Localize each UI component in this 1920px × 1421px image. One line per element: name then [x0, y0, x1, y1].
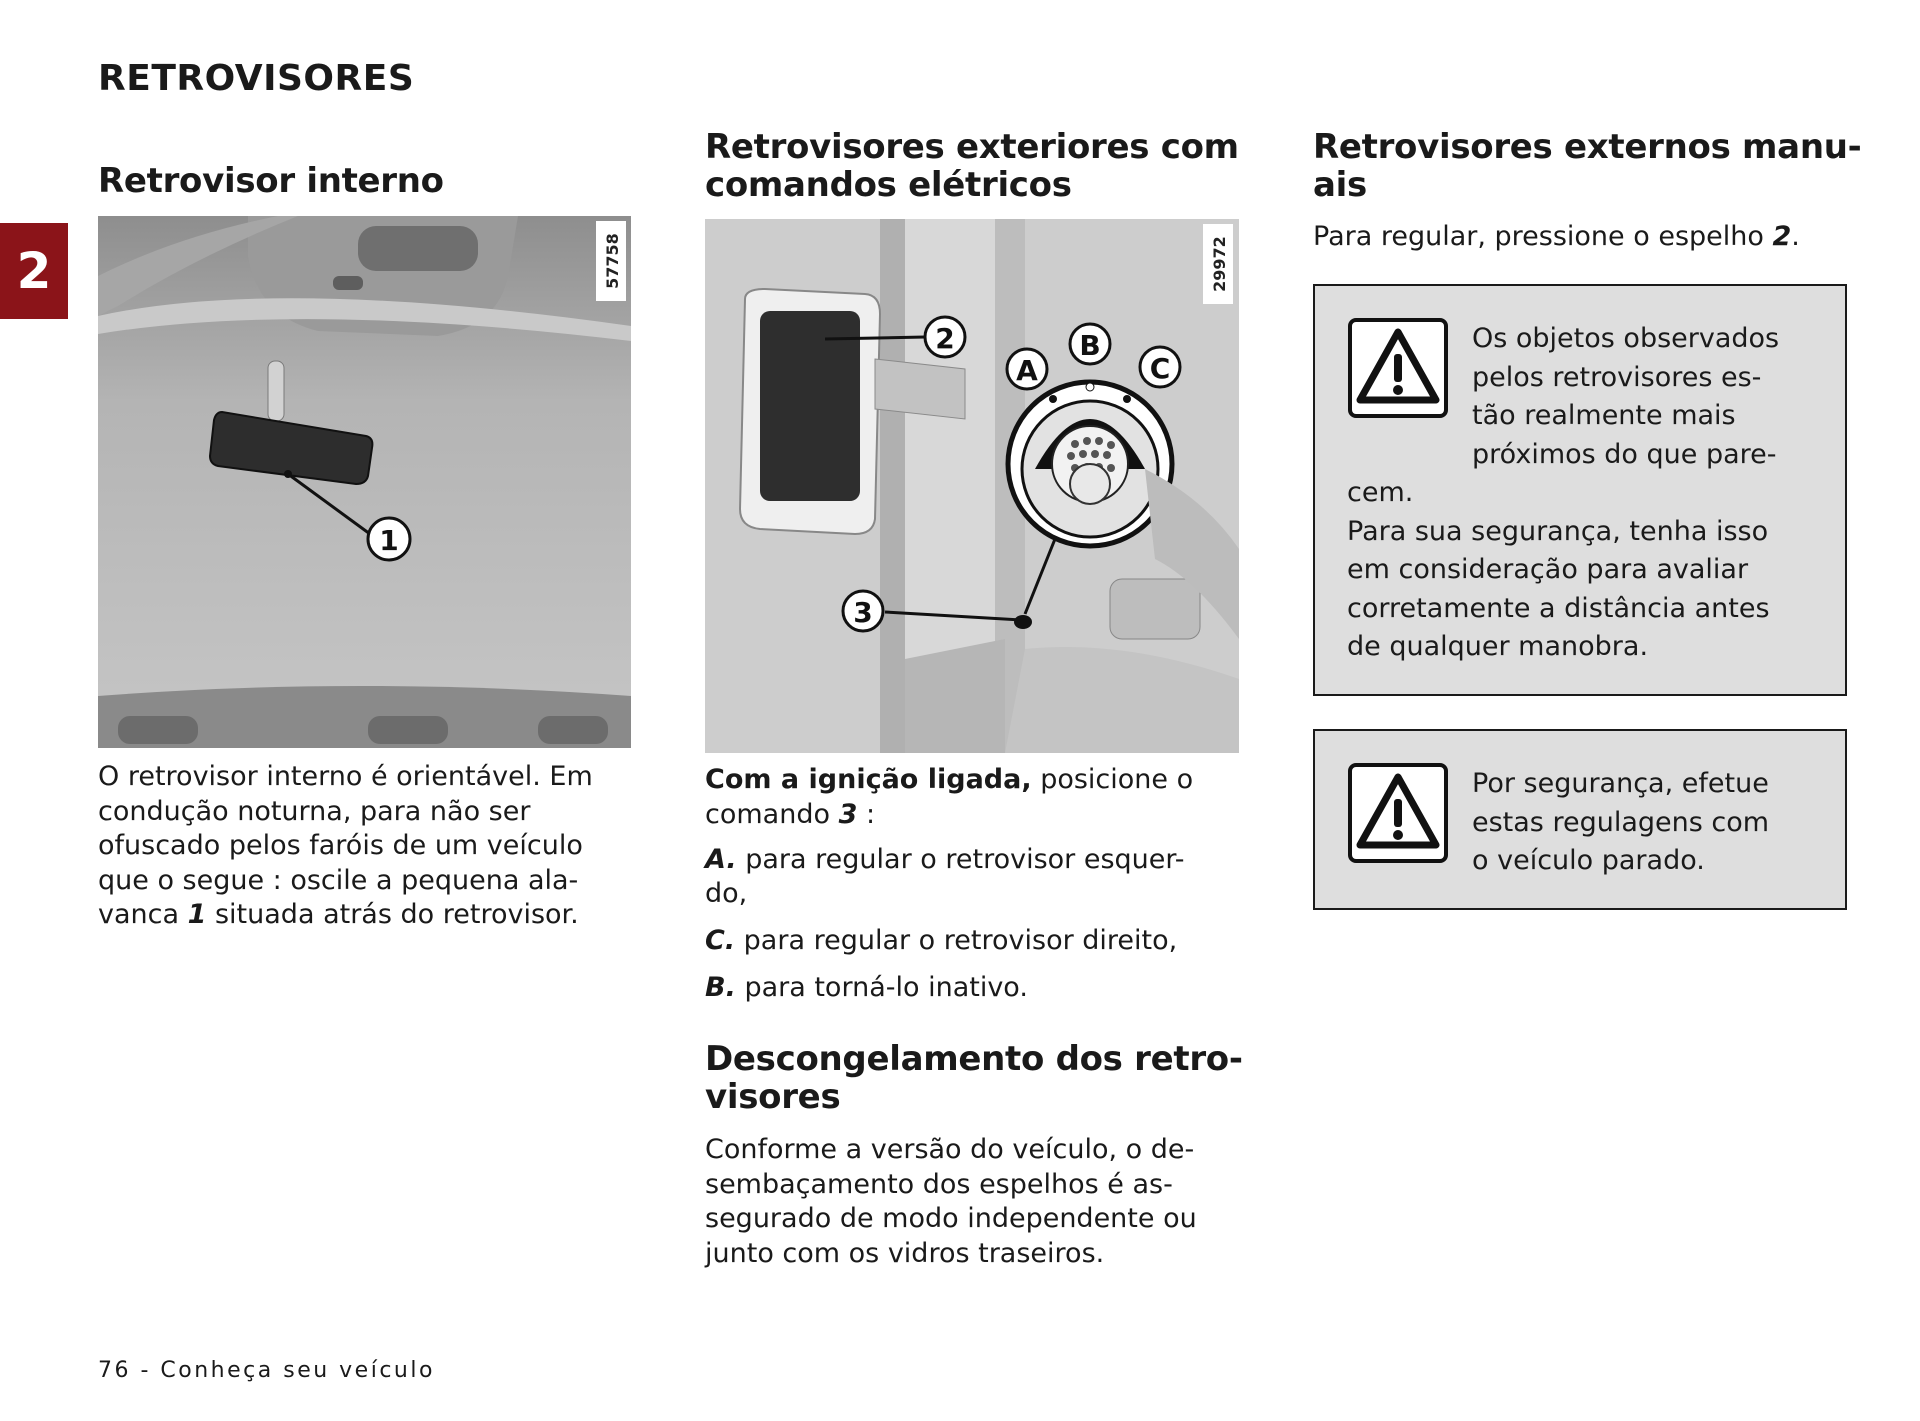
list-item-A — [705, 843, 1185, 911]
text-line: junto com os vidros traseiros. — [705, 1237, 1105, 1269]
warning-line: corretamente a distância antes — [1347, 592, 1770, 624]
inline-ref: 1 — [187, 899, 207, 930]
heading-line: ais — [1313, 165, 1367, 205]
list-item-B — [705, 971, 1028, 1005]
warning-line: de qualquer manobra. — [1347, 631, 1649, 662]
figure-internal-mirror — [98, 216, 631, 748]
text-line: Conforme a versão do veículo, o de- — [705, 1134, 1195, 1165]
warning-line: estas regulagens com — [1472, 806, 1770, 838]
heading-line: Descongelamento dos retro- — [705, 1039, 1243, 1079]
warning-line: pelos retrovisores es- — [1472, 361, 1762, 393]
warning-line: próximos do que pare- — [1472, 438, 1777, 470]
heading-line: Retrovisores exteriores com — [705, 127, 1239, 167]
warning-text-full — [1347, 474, 1770, 667]
callout-C: C — [1149, 352, 1171, 385]
intro-rest: posicione o — [1031, 764, 1194, 795]
figure-ref: 29972 — [1210, 236, 1229, 292]
item-text: para regular o retrovisor esquer- — [745, 844, 1185, 875]
text-line: ofuscado pelos faróis de um veículo — [98, 830, 583, 861]
item-text: para regular o retrovisor direito, — [743, 925, 1178, 956]
warning-line: Para sua segurança, tenha isso — [1347, 515, 1769, 547]
text-line: sembaçamento dos espelhos é as- — [705, 1168, 1173, 1200]
electric-intro-text — [705, 763, 1193, 832]
inline-ref: 2 — [1772, 221, 1792, 252]
section-heading-defrost — [705, 1040, 1243, 1116]
item-key: C. — [705, 925, 736, 956]
item-key: B. — [705, 972, 736, 1003]
internal-mirror-text — [98, 760, 593, 933]
text-line: situada atrás do retrovisor. — [206, 899, 579, 930]
text-line: condução noturna, para não ser — [98, 795, 531, 827]
intro-line2-end: : — [857, 798, 876, 830]
warning-line: Os objetos observados — [1472, 323, 1780, 354]
warning-line: cem. — [1347, 477, 1414, 508]
callout-A: A — [1016, 354, 1038, 387]
heading-line: visores — [705, 1077, 841, 1117]
item-text: do, — [705, 878, 748, 909]
defrost-text — [705, 1133, 1197, 1271]
warning-line: tão realmente mais — [1472, 400, 1736, 431]
text-line: segurado de modo independente ou — [705, 1203, 1197, 1234]
page-title: RETROVISORES — [98, 58, 415, 99]
intro-bold: Com a ignição ligada, — [705, 764, 1032, 795]
list-item-C — [705, 924, 1177, 958]
text-line: O retrovisor interno é orientável. Em — [98, 761, 593, 792]
callout-2: 2 — [935, 322, 955, 355]
section-heading-manual-mirrors — [1313, 128, 1861, 204]
item-key: A. — [705, 844, 737, 875]
text-line: que o segue : oscile a pequena ala- — [98, 864, 579, 896]
warning-triangle-icon — [1348, 318, 1448, 418]
warning-line: Por segurança, efetue — [1472, 768, 1769, 799]
section-heading-electric-mirrors — [705, 128, 1239, 204]
heading-line: comandos elétricos — [705, 165, 1072, 205]
warning-box — [1313, 284, 1847, 696]
text-pre: Para regular, pressione o espelho — [1313, 221, 1773, 252]
inline-ref: 3 — [838, 798, 858, 830]
figure-ref: 57758 — [603, 233, 622, 289]
warning-line: o veículo parado. — [1472, 845, 1705, 876]
warning-text — [1472, 765, 1769, 881]
heading-line: Retrovisores externos manu- — [1313, 127, 1862, 167]
page-footer: 76 - Conheça seu veículo — [98, 1358, 435, 1383]
warning-triangle-icon — [1348, 763, 1448, 863]
callout-B: B — [1079, 329, 1101, 362]
section-heading-internal-mirror: Retrovisor interno — [98, 161, 444, 201]
manual-mirror-text — [1313, 220, 1800, 255]
intro-line2: comando — [705, 798, 839, 830]
figure-electric-mirrors — [705, 219, 1239, 753]
text-line: vanca — [98, 899, 188, 930]
item-text: para torná-lo inativo. — [744, 972, 1028, 1003]
warning-text-wrapped — [1472, 320, 1779, 474]
callout-3: 3 — [853, 596, 873, 629]
warning-line: em consideração para avaliar — [1347, 554, 1749, 585]
warning-box — [1313, 729, 1847, 910]
text-post: . — [1791, 221, 1800, 252]
chapter-tab: 2 — [0, 223, 68, 319]
callout-1: 1 — [379, 524, 399, 557]
